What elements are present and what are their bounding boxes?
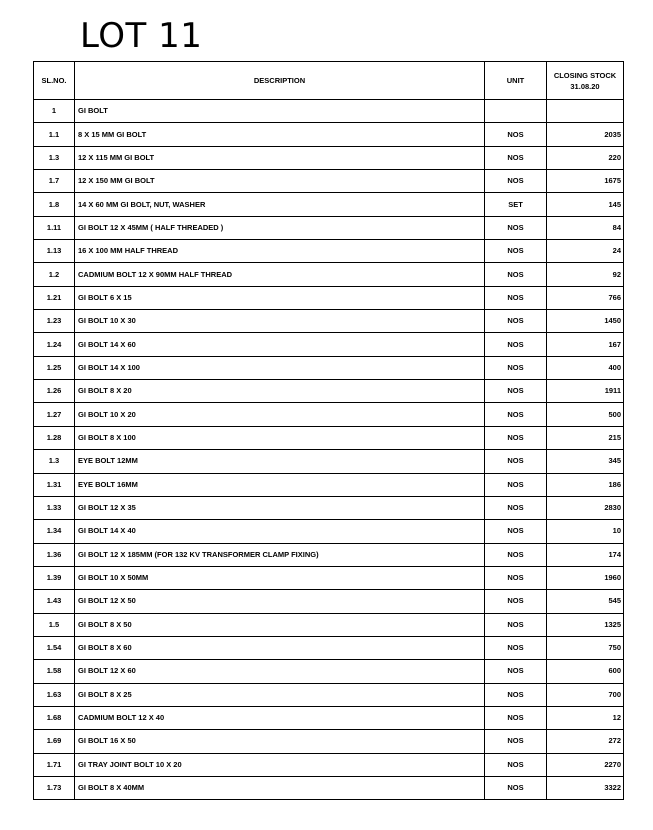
cell-unit: NOS xyxy=(485,473,547,496)
cell-description: 8 X 15 MM GI BOLT xyxy=(75,123,485,146)
table-row xyxy=(34,450,624,473)
cell-unit: NOS xyxy=(485,636,547,659)
cell-slno: 1.3 xyxy=(34,146,75,169)
cell-description: GI BOLT 12 X 60 xyxy=(75,660,485,683)
table-row xyxy=(34,706,624,729)
cell-unit: NOS xyxy=(485,776,547,799)
header-description: DESCRIPTION xyxy=(75,62,485,100)
cell-description: GI BOLT 12 X 45MM ( HALF THREADED ) xyxy=(75,216,485,239)
table-row xyxy=(34,613,624,636)
table-row xyxy=(34,776,624,799)
cell-unit: NOS xyxy=(485,520,547,543)
cell-description: GI BOLT 10 X 20 xyxy=(75,403,485,426)
cell-slno: 1.3 xyxy=(34,450,75,473)
header-unit: UNIT xyxy=(485,62,547,100)
cell-unit: NOS xyxy=(485,543,547,566)
header-closing-stock-date: 31.08.20 xyxy=(570,81,600,91)
table-row xyxy=(34,636,624,659)
cell-slno: 1.25 xyxy=(34,356,75,379)
table-row xyxy=(34,286,624,309)
cell-slno: 1 xyxy=(34,100,75,123)
cell-closing-stock: 145 xyxy=(547,193,624,216)
cell-slno: 1.7 xyxy=(34,170,75,193)
cell-slno: 1.2 xyxy=(34,263,75,286)
cell-description: GI BOLT 10 X 30 xyxy=(75,310,485,333)
cell-unit: NOS xyxy=(485,496,547,519)
cell-unit: NOS xyxy=(485,146,547,169)
table-row xyxy=(34,566,624,589)
cell-closing-stock xyxy=(547,100,624,123)
table-row xyxy=(34,356,624,379)
header-closing-stock xyxy=(547,62,624,100)
cell-unit: NOS xyxy=(485,240,547,263)
table-row xyxy=(34,216,624,239)
cell-unit: NOS xyxy=(485,170,547,193)
cell-closing-stock: 167 xyxy=(547,333,624,356)
cell-unit: NOS xyxy=(485,753,547,776)
cell-closing-stock: 2830 xyxy=(547,496,624,519)
page-title: LOT 11 xyxy=(80,16,203,56)
table-row xyxy=(34,590,624,613)
cell-closing-stock: 12 xyxy=(547,706,624,729)
table-body xyxy=(34,100,624,800)
cell-closing-stock: 500 xyxy=(547,403,624,426)
cell-closing-stock: 1450 xyxy=(547,310,624,333)
cell-slno: 1.31 xyxy=(34,473,75,496)
cell-unit: NOS xyxy=(485,380,547,403)
cell-closing-stock: 10 xyxy=(547,520,624,543)
cell-closing-stock: 345 xyxy=(547,450,624,473)
table-row xyxy=(34,730,624,753)
cell-unit: NOS xyxy=(485,450,547,473)
cell-description: 16 X 100 MM HALF THREAD xyxy=(75,240,485,263)
cell-slno: 1.8 xyxy=(34,193,75,216)
cell-unit: NOS xyxy=(485,403,547,426)
cell-slno: 1.43 xyxy=(34,590,75,613)
table-row xyxy=(34,660,624,683)
table-row xyxy=(34,753,624,776)
cell-closing-stock: 1675 xyxy=(547,170,624,193)
cell-closing-stock: 400 xyxy=(547,356,624,379)
cell-description: GI BOLT 14 X 100 xyxy=(75,356,485,379)
cell-unit: NOS xyxy=(485,216,547,239)
cell-slno: 1.27 xyxy=(34,403,75,426)
cell-slno: 1.33 xyxy=(34,496,75,519)
cell-closing-stock: 186 xyxy=(547,473,624,496)
table-row xyxy=(34,123,624,146)
cell-slno: 1.73 xyxy=(34,776,75,799)
table-row xyxy=(34,263,624,286)
cell-closing-stock: 545 xyxy=(547,590,624,613)
cell-unit: NOS xyxy=(485,123,547,146)
cell-unit: NOS xyxy=(485,356,547,379)
header-closing-stock-label: CLOSING STOCK xyxy=(553,70,617,80)
cell-closing-stock: 1960 xyxy=(547,566,624,589)
table-row xyxy=(34,146,624,169)
cell-unit: NOS xyxy=(485,310,547,333)
cell-description: GI BOLT 8 X 40MM xyxy=(75,776,485,799)
cell-unit: NOS xyxy=(485,286,547,309)
cell-description: GI BOLT 16 X 50 xyxy=(75,730,485,753)
cell-description: GI BOLT 14 X 40 xyxy=(75,520,485,543)
cell-slno: 1.68 xyxy=(34,706,75,729)
cell-description: GI BOLT xyxy=(75,100,485,123)
header-slno: SL.NO. xyxy=(34,62,75,100)
cell-slno: 1.58 xyxy=(34,660,75,683)
cell-description: GI BOLT 12 X 185MM (FOR 132 KV TRANSFORMER CLAMP FIXING) xyxy=(75,543,485,566)
cell-closing-stock: 766 xyxy=(547,286,624,309)
cell-closing-stock: 600 xyxy=(547,660,624,683)
cell-slno: 1.63 xyxy=(34,683,75,706)
cell-description: GI TRAY JOINT BOLT 10 X 20 xyxy=(75,753,485,776)
cell-unit: NOS xyxy=(485,426,547,449)
cell-unit: SET xyxy=(485,193,547,216)
table-row xyxy=(34,333,624,356)
table-row xyxy=(34,170,624,193)
cell-description: EYE BOLT 12MM xyxy=(75,450,485,473)
cell-closing-stock: 2270 xyxy=(547,753,624,776)
stock-table xyxy=(33,61,624,800)
cell-closing-stock: 3322 xyxy=(547,776,624,799)
cell-closing-stock: 220 xyxy=(547,146,624,169)
table-row xyxy=(34,473,624,496)
cell-description: GI BOLT 6 X 15 xyxy=(75,286,485,309)
cell-unit: NOS xyxy=(485,613,547,636)
cell-slno: 1.13 xyxy=(34,240,75,263)
cell-description: 14 X 60 MM GI BOLT, NUT, WASHER xyxy=(75,193,485,216)
cell-slno: 1.26 xyxy=(34,380,75,403)
cell-closing-stock: 215 xyxy=(547,426,624,449)
table-row xyxy=(34,380,624,403)
cell-slno: 1.34 xyxy=(34,520,75,543)
cell-slno: 1.23 xyxy=(34,310,75,333)
table-row xyxy=(34,426,624,449)
cell-slno: 1.36 xyxy=(34,543,75,566)
cell-description: 12 X 150 MM GI BOLT xyxy=(75,170,485,193)
cell-closing-stock: 1911 xyxy=(547,380,624,403)
cell-slno: 1.39 xyxy=(34,566,75,589)
cell-description: CADMIUM BOLT 12 X 40 xyxy=(75,706,485,729)
header-row xyxy=(34,62,624,100)
cell-unit: NOS xyxy=(485,566,547,589)
cell-description: GI BOLT 12 X 35 xyxy=(75,496,485,519)
cell-description: GI BOLT 10 X 50MM xyxy=(75,566,485,589)
cell-unit xyxy=(485,100,547,123)
cell-description: GI BOLT 12 X 50 xyxy=(75,590,485,613)
cell-slno: 1.11 xyxy=(34,216,75,239)
table-row xyxy=(34,240,624,263)
cell-description: CADMIUM BOLT 12 X 90MM HALF THREAD xyxy=(75,263,485,286)
cell-closing-stock: 272 xyxy=(547,730,624,753)
cell-closing-stock: 92 xyxy=(547,263,624,286)
table-row xyxy=(34,683,624,706)
cell-slno: 1.21 xyxy=(34,286,75,309)
cell-description: 12 X 115 MM GI BOLT xyxy=(75,146,485,169)
table-row xyxy=(34,496,624,519)
cell-description: GI BOLT 8 X 20 xyxy=(75,380,485,403)
cell-description: GI BOLT 8 X 50 xyxy=(75,613,485,636)
cell-slno: 1.5 xyxy=(34,613,75,636)
cell-closing-stock: 2035 xyxy=(547,123,624,146)
cell-unit: NOS xyxy=(485,706,547,729)
table-row xyxy=(34,543,624,566)
cell-description: EYE BOLT 16MM xyxy=(75,473,485,496)
cell-slno: 1.28 xyxy=(34,426,75,449)
cell-closing-stock: 84 xyxy=(547,216,624,239)
table-row xyxy=(34,193,624,216)
cell-unit: NOS xyxy=(485,730,547,753)
cell-slno: 1.24 xyxy=(34,333,75,356)
cell-slno: 1.69 xyxy=(34,730,75,753)
cell-closing-stock: 700 xyxy=(547,683,624,706)
cell-unit: NOS xyxy=(485,660,547,683)
cell-unit: NOS xyxy=(485,590,547,613)
cell-slno: 1.71 xyxy=(34,753,75,776)
cell-closing-stock: 174 xyxy=(547,543,624,566)
cell-slno: 1.1 xyxy=(34,123,75,146)
cell-unit: NOS xyxy=(485,333,547,356)
cell-description: GI BOLT 8 X 25 xyxy=(75,683,485,706)
cell-closing-stock: 24 xyxy=(547,240,624,263)
table-row xyxy=(34,520,624,543)
cell-closing-stock: 750 xyxy=(547,636,624,659)
table-row xyxy=(34,403,624,426)
table-row xyxy=(34,100,624,123)
table-header xyxy=(34,62,624,100)
cell-closing-stock: 1325 xyxy=(547,613,624,636)
cell-slno: 1.54 xyxy=(34,636,75,659)
cell-description: GI BOLT 14 X 60 xyxy=(75,333,485,356)
cell-description: GI BOLT 8 X 60 xyxy=(75,636,485,659)
cell-unit: NOS xyxy=(485,263,547,286)
cell-unit: NOS xyxy=(485,683,547,706)
table-row xyxy=(34,310,624,333)
cell-description: GI BOLT 8 X 100 xyxy=(75,426,485,449)
